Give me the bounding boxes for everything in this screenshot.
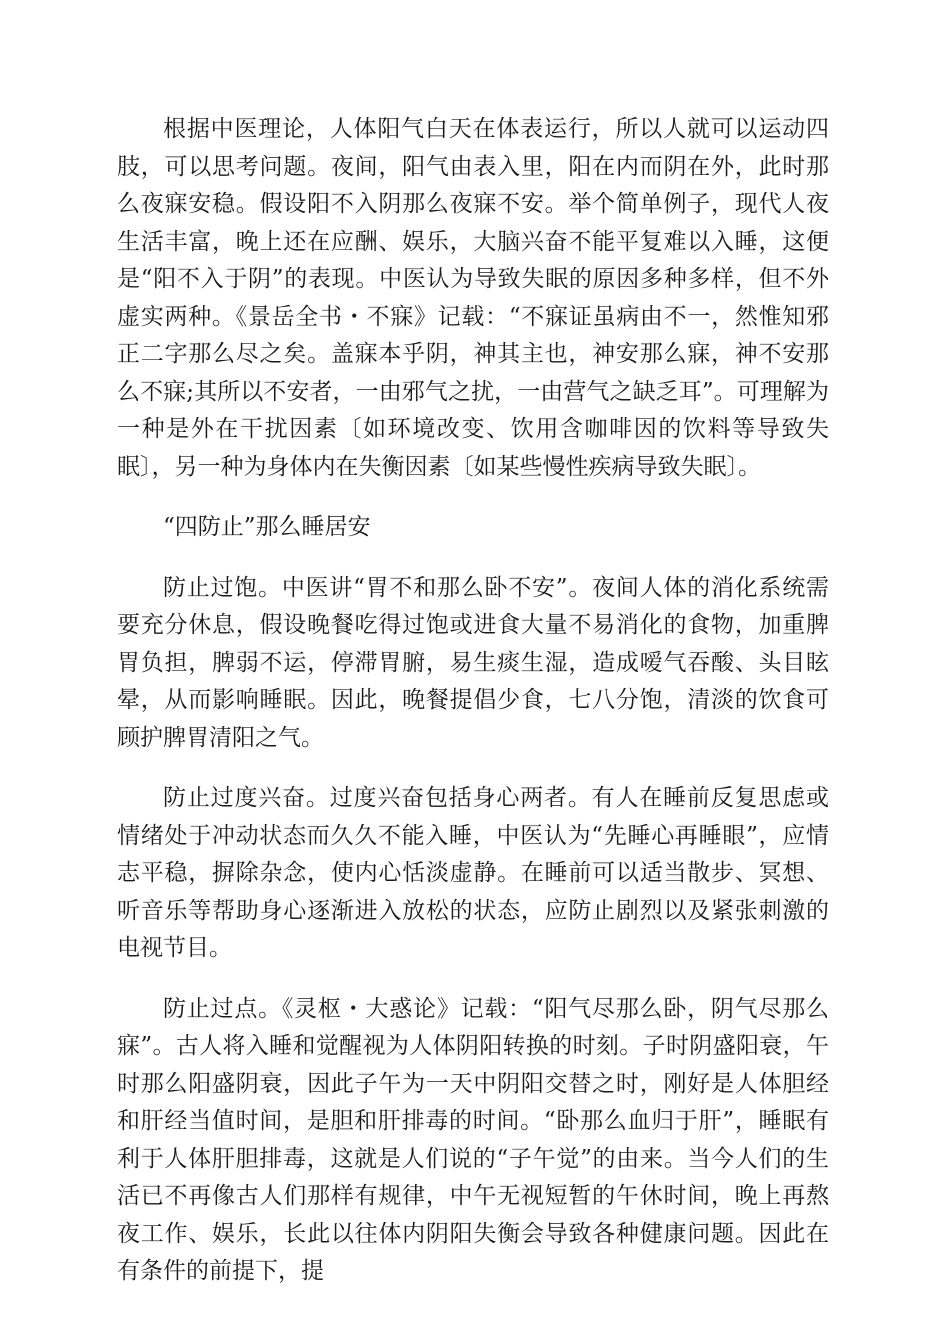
document-body (117, 111, 829, 1291)
paragraph-gap (117, 486, 829, 509)
section-heading: “四防止”那么睡居安 (163, 514, 371, 540)
paragraph-avoid-late-sleep: 防止过点。《灵枢・大惑论》记载：“阳气尽那么卧，阴气尽那么寐”。古人将入睡和觉醒视为人体阴阳转换的时刻。子时阴盛阳衰，午时那么阳盛阴衰，因此子午为一天中阴阳交替之时，刚好是人体胆经和肝经当值时间，是胆和肝排毒的时间。“卧那么血归于肝”，睡眠有利于人体肝胆排毒，这就是人们说的“子午觉”的由来。当今人们的生活已不再像古人们那样有规律，中午无视短暂的午休时间，晚上再熬夜工作、娱乐，长此以往体内阴阳失衡会导致各种健康问题。因此在有条件的前提下，提 (117, 995, 829, 1284)
paragraph-gap (117, 547, 829, 570)
paragraph-avoid-overexcitement: 防止过度兴奋。过度兴奋包括身心两者。有人在睡前反复思虑或情绪处于冲动状态而久久不能入睡，中医认为“先睡心再睡眼”，应情志平稳，摒除杂念，使内心恬淡虚静。在睡前可以适当散步、冥想、听音乐等帮助身心逐渐进入放松的状态，应防止剧烈以及紧张刺激的电视节目。 (117, 785, 829, 961)
paragraph-gap (117, 757, 829, 780)
paragraph-gap (117, 968, 829, 991)
paragraph-intro: 根据中医理论，人体阳气白天在体表运行，所以人就可以运动四肢，可以思考问题。夜间，阳气由表入里，阳在内而阴在外，此时那么夜寐安稳。假设阳不入阴那么夜寐不安。举个简单例子，现代人夜生活丰富，晚上还在应酬、娱乐，大脑兴奋不能平复难以入睡，这便是“阳不入于阴”的表现。中医认为导致失眠的原因多种多样，但不外虚实两种。《景岳全书・不寐》记载：“不寐证虽病由不一，然惟知邪正二字那么尽之矣。盖寐本乎阴，神其主也，神安那么寐，神不安那么不寐;其所以不安者，一由邪气之扰，一由营气之缺乏耳”。可理解为一种是外在干扰因素〔如环境改变、饮用含咖啡因的饮料等导致失眠〕，另一种为身体内在失衡因素〔如某些慢性疾病导致失眠〕。 (117, 116, 829, 480)
paragraph-avoid-overeating: 防止过饱。中医讲“胃不和那么卧不安”。夜间人体的消化系统需要充分休息，假设晚餐吃得过饱或进食大量不易消化的食物，加重脾胃负担，脾弱不运，停滞胃腑，易生痰生湿，造成嗳气吞酸、头目眩晕，从而影响睡眠。因此，晚餐提倡少食，七八分饱，清淡的饮食可顾护脾胃清阳之气。 (117, 574, 829, 751)
